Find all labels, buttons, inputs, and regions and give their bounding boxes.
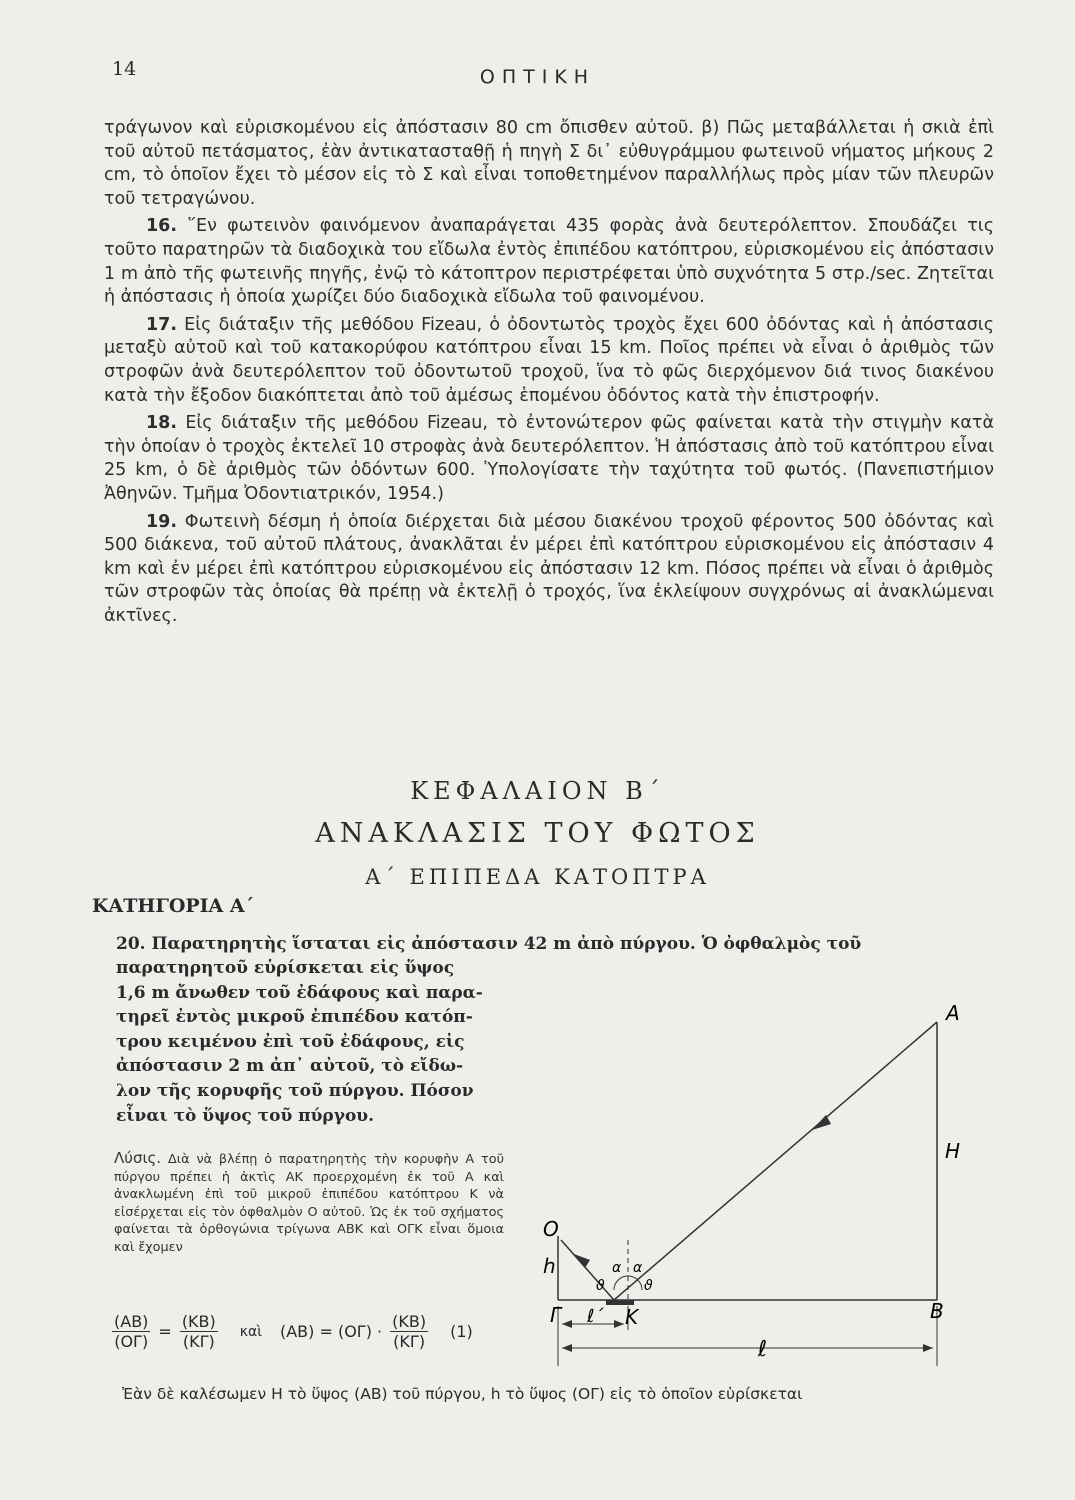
problem-20-first-line: 20. Παρατηρητὴς ἵσταται εἰς ἀπόστασιν 42 m ἀπὸ πύργου. Ὁ ὀφθαλμὸς τοῦ xyxy=(116,934,862,954)
problem-20-line: ἀπόστασιν 2 m ἀπ᾽ αὐτοῦ, τὸ εἴδω- xyxy=(116,1056,464,1077)
label-H: H xyxy=(945,1139,961,1163)
fraction-numerator: (ΚΒ) xyxy=(392,1312,427,1331)
label-theta-right: ϑ xyxy=(644,1278,653,1294)
label-A: A xyxy=(946,1001,960,1025)
chapter-label: ΚΕΦΑΛΑΙΟΝ Β΄ xyxy=(410,777,665,805)
fraction-denominator: (ΟΓ) xyxy=(114,1332,149,1351)
solution-text: Διὰ νὰ βλέπῃ ὁ παρατηρητὴς τὴν κορυφὴν Α τοῦ πύργου πρέπει ἡ ἀκτὶς ΑΚ προερχομένη ἐκ τοῦ Α καὶ ἀνακλωμένη ἐπὶ τοῦ μικροῦ ἐπιπέδου κατόπτρου Κ νὰ εἰσέρχεται εἰς τὸν ὀφθαλμὸν Ο αὐτοῦ. Ὡς ἐκ τοῦ σχήματος φαίνεται τὰ ὀρθογώνια τρίγωνα ΑΒΚ καὶ ΟΓΚ εἶναι ὅμοια καὶ ἔχομεν xyxy=(114,1152,504,1255)
label-h: h xyxy=(543,1254,556,1278)
problem-20-line: 1,6 m ἄνωθεν τοῦ ἐδάφους καὶ παρα- xyxy=(116,982,483,1003)
incident-ray xyxy=(614,1022,937,1300)
equals-sign: = xyxy=(158,1322,172,1341)
fraction-numerator: (ΚΒ) xyxy=(181,1312,216,1331)
reflected-ray xyxy=(561,1240,614,1300)
equation-tag: (1) xyxy=(450,1322,473,1341)
problem-18-number: 18. xyxy=(146,413,178,434)
label-gamma: Γ xyxy=(550,1303,562,1327)
fraction-denominator: (ΚΓ) xyxy=(393,1332,426,1351)
label-O: O xyxy=(543,1217,559,1241)
label-l-prime: ℓ΄ xyxy=(587,1306,604,1327)
label-alpha-right: α xyxy=(633,1260,643,1276)
label-alpha-left: α xyxy=(612,1260,622,1276)
closing-sentence: Ἐὰν δὲ καλέσωμεν Η τὸ ὕψος (ΑΒ) τοῦ πύργου, h τὸ ὕψος (ΟΓ) εἰς τὸ ὁποῖον εὑρίσκεται xyxy=(122,1385,803,1403)
reflected-ray-arrowhead xyxy=(574,1254,590,1268)
problem-18-text: Εἰς διάταξιν τῆς μεθόδου Fizeau, τὸ ἐντονώτερον φῶς φαίνεται κατὰ τὴν στιγμὴν κατὰ τὴν ὁποίαν ὁ τροχὸς ἐκτελεῖ 10 στροφὰς ἀνὰ δευτερόλεπτον. Ἡ ἀπόστασις ἀπὸ τοῦ κατόπτρου εἶναι 25 km, ὁ δὲ ἀριθμὸς τῶν ὀδόντων 600. Ὑπολογίσατε τὴν ταχύτητα τοῦ φωτός. (Πανεπιστήμιον Ἀθηνῶν. Τμῆμα Ὀδοντιατρικόν, 1954.) xyxy=(104,413,994,504)
problem-19-number: 19. xyxy=(146,511,178,532)
problem-20-line: παρατηρητοῦ εὑρίσκεται εἰς ὕψος xyxy=(116,958,455,978)
formula-and: καὶ xyxy=(239,1323,262,1340)
problem-20-line: λον τῆς κορυφῆς τοῦ πύργου. Πόσον xyxy=(116,1080,474,1101)
fraction-numerator: (ΑΒ) xyxy=(114,1312,149,1331)
dim-l-prime-arrow-left xyxy=(562,1320,572,1328)
label-K: K xyxy=(625,1305,639,1329)
label-l: ℓ xyxy=(758,1337,768,1362)
dim-l-prime-arrow-right xyxy=(614,1320,624,1328)
dim-l-arrow-left xyxy=(562,1344,572,1352)
label-theta-left: ϑ xyxy=(596,1278,605,1294)
fraction-denominator: (ΚΓ) xyxy=(182,1332,215,1351)
problem-15-continuation: τράγωνον καὶ εὑρισκομένου εἰς ἀπόστασιν 80 cm ὄπισθεν αὐτοῦ. β) Πῶς μεταβάλλεται ἡ σκιὰ ἐπὶ τοῦ αὐτοῦ πετάσματος, ἐὰν ἀντικατασταθῇ ἡ πηγὴ Σ δι᾽ εὐθυγράμμου φωτεινοῦ νήματος μήκους 2 cm, τὸ ὁποῖον ἔχει τὸ μέσον εἰς τὸ Σ καὶ εἶναι τοποθετημένον παραλλήλως πρὸς μίαν τῶν πλευρῶν τοῦ τετραγώνου. xyxy=(104,118,994,209)
label-B: B xyxy=(930,1299,944,1323)
running-title: ΟΠΤΙΚΗ xyxy=(479,66,596,88)
problem-16-number: 16. xyxy=(146,216,178,237)
problem-19-text: Φωτεινὴ δέσμη ἡ ὁποία διέρχεται διὰ μέσου διακένου τροχοῦ φέροντος 500 ὀδόντας καὶ 500 διάκενα, τοῦ αὐτοῦ πλάτους, ἀνακλᾶται ἐν μέρει ἐπὶ κατόπτρου εὑρισκομένου εἰς ἀπόστασιν 4 km καὶ ἐν μέρει ἐπὶ κατόπτρου εὑρισκομένου εἰς ἀπόστασιν 12 km. Πόσος πρέπει νὰ εἶναι ὁ ἀριθμὸς τῶν στροφῶν τὰς ὁποίας θὰ πρέπῃ νὰ ἐκτελῇ ὁ τροχός, ἵνα ἐκλείψουν συγχρόνως αἱ ἀνακλώμεναι ἀκτῖνες. xyxy=(104,511,994,626)
dim-l-arrow-right xyxy=(923,1344,933,1352)
problem-17-text: Εἰς διάταξιν τῆς μεθόδου Fizeau, ὁ ὀδοντωτὸς τροχὸς ἔχει 600 ὀδόντας καὶ ἡ ἀπόστασις μεταξὺ αὐτοῦ καὶ τοῦ κατακορύφου κατόπτρου εἶναι 15 km. Ποῖος πρέπει νὰ εἶναι ὁ ἀριθμὸς τῶν στροφῶν ἀνὰ δευτερόλεπτον τοῦ ὀδοντωτοῦ τροχοῦ, ἵνα τὸ φῶς διερχόμενον διά τινος διακένου κατὰ τὴν ἔξοδον διακόπτεται ἀπὸ τοῦ ἀμέσως ἑπομένου ὀδόντος κατὰ τὴν ἐπιστροφήν. xyxy=(104,314,994,406)
solution-heading: Λύσις. xyxy=(114,1149,162,1167)
problem-17-number: 17. xyxy=(146,314,178,335)
page-number: 14 xyxy=(112,58,137,80)
formula-lhs: (ΑΒ) = (ΟΓ) · xyxy=(279,1322,383,1341)
chapter-subtitle: Α΄ ΕΠΙΠΕΔΑ ΚΑΤΟΠΤΡΑ xyxy=(365,865,710,889)
problem-20-line: τηρεῖ ἐντὸς μικροῦ ἐπιπέδου κατόπ- xyxy=(116,1007,473,1028)
category-heading: ΚΑΤΗΓΟΡΙΑ Α΄ xyxy=(92,895,255,917)
chapter-title: ΑΝΑΚΛΑΣΙΣ ΤΟΥ ΦΩΤΟΣ xyxy=(315,818,760,849)
problem-16-text: ῞Εν φωτεινὸν φαινόμενον ἀναπαράγεται 435 φορὰς ἀνὰ δευτερόλεπτον. Σπουδάζει τις τοῦτο παρατηρῶν τὰ διαδοχικὰ του εἴδωλα ἐντὸς ἐπιπέδου κατόπτρου, εὑρισκομένου εἰς ἀπόστασιν 1 m ἀπὸ τῆς φωτεινῆς πηγῆς, ἐνῷ τὸ κάτοπτρον περιστρέφεται ὑπὸ συχνότητα 5 στρ./sec. Ζητεῖται ἡ ἀπόστασις ἡ ὁποία χωρίζει δύο διαδοχικὰ εἴδωλα τοῦ φαινομένου. xyxy=(104,216,994,308)
incident-ray-arrowhead xyxy=(812,1115,831,1130)
problem-20-line: τρου κειμένου ἐπὶ τοῦ ἐδάφους, εἰς xyxy=(116,1031,465,1052)
problem-20-line: εἶναι τὸ ὕψος τοῦ πύργου. xyxy=(116,1105,374,1126)
